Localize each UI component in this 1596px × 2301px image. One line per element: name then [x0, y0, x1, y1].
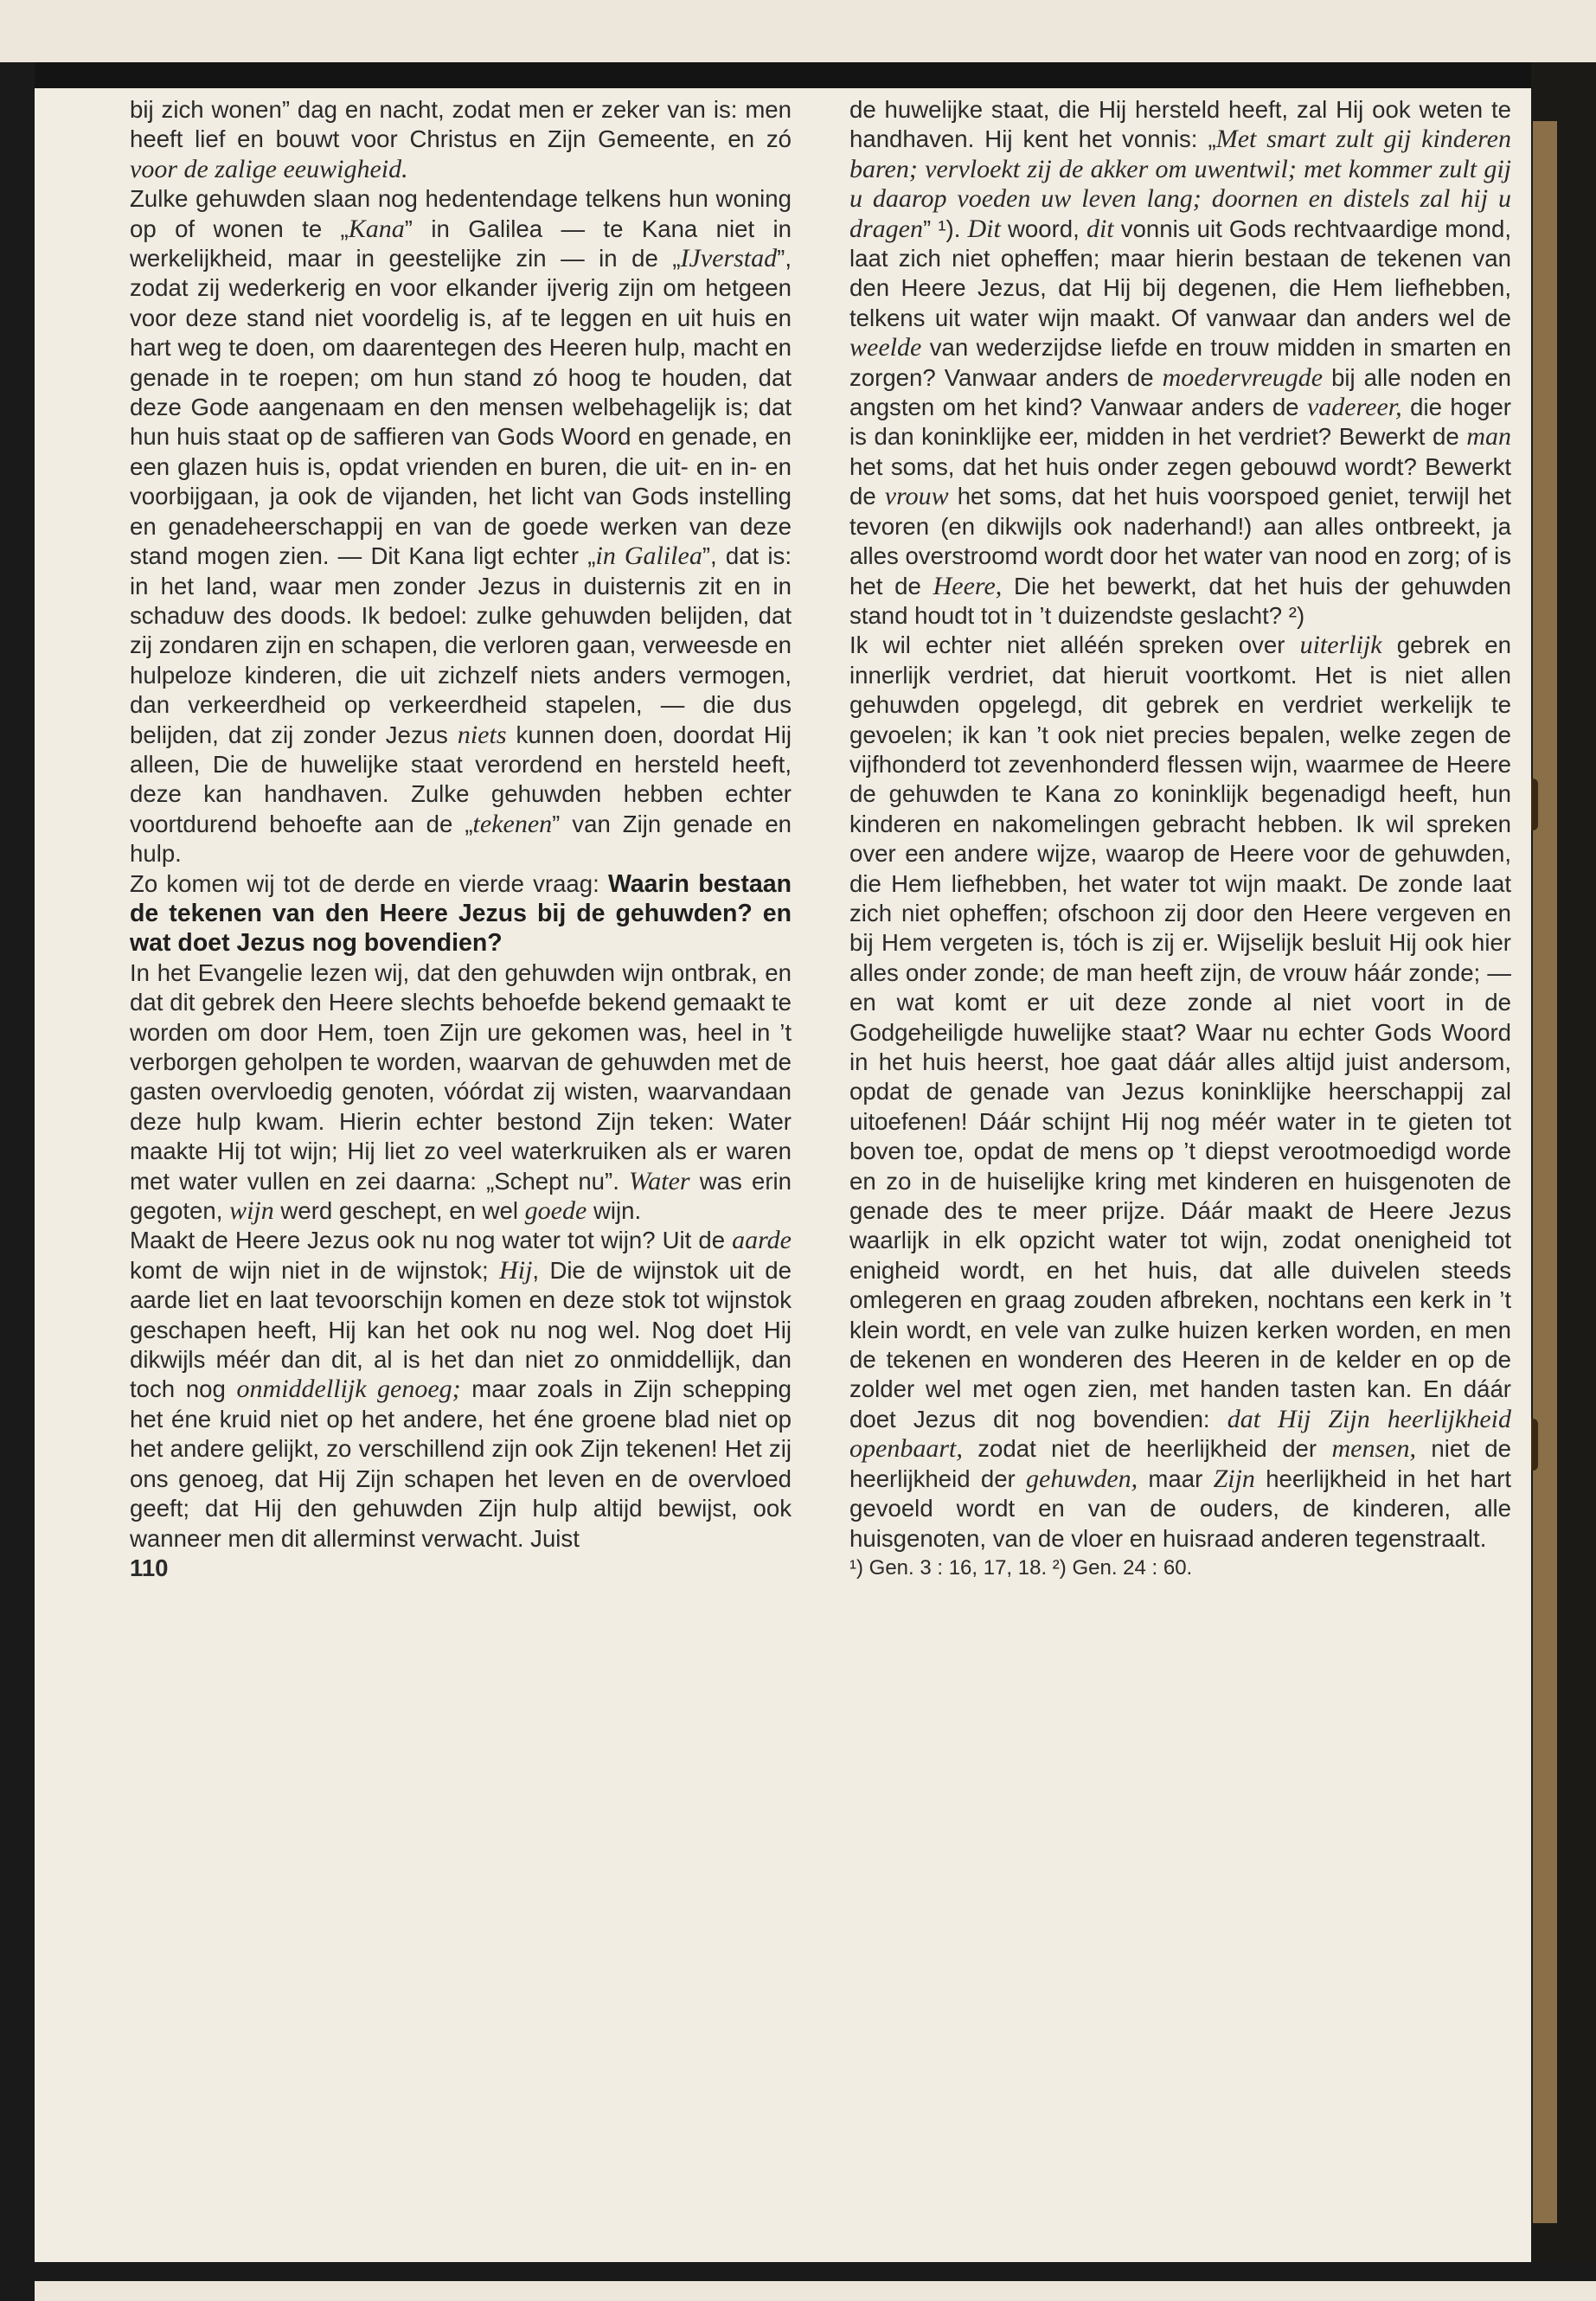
italic-text: weelde — [849, 333, 922, 362]
right-text-column — [849, 95, 1511, 1583]
italic-text: Water — [629, 1166, 690, 1195]
text-run: van wederzijdse liefde en trouw midden in smarten en zorgen? Vanwaar anders de — [849, 334, 1511, 391]
text-run: de huwelijke staat, die Hij hersteld heeft, zal Hij ook weten te handhaven. Hij kent het vonnis: „ — [849, 96, 1511, 153]
italic-text: tekenen — [472, 809, 553, 838]
text-run: In het Evangelie lezen wij, dat den gehuwden wijn ontbrak, en dat dit gebrek den Heere slechts behoefde bekend gemaakt te worden om door Hem, toen Zijn ure gekomen was, heel in ’t verborgen geholpen te worden, waarvan de gehuwden met de gasten overvloedig genoten, vóórdat zij wisten, waarvandaan deze hulp kwam. Hierin echter bestond Zijn teken: Water maakte Hij tot wijn; Hij liet zo veel waterkruiken als er waren met water vullen en zei daarna: „Schept nu”. — [130, 958, 792, 1195]
text-run: ”, dat is: in het land, waar men zonder Jezus in duisternis zit en in schaduw des doods. Ik bedoel: zulke gehuwden belijden, dat zij zondaren zijn en schapen, die verloren gaan, verweesde en hulpeloze kinderen, die uit zichzelf niets anders vermogen, dan verkeerdheid op verkeerdheid stapelen, — die dus belijden, dat zij zonder Jezus — [130, 542, 792, 748]
italic-text: IJverstad — [680, 244, 778, 273]
text-run: het soms, dat het huis voorspoed geniet, terwijl het tevoren (en dikwijls ook naderhand!) aan alles ontbreekt, ja alles overstroomd wordt door het water van nood en zorg; of is het de — [849, 483, 1511, 599]
italic-text: gehuwden, — [1026, 1464, 1138, 1493]
italic-text: mensen, — [1331, 1434, 1416, 1464]
italic-text: vrouw — [884, 482, 949, 511]
text-run: kunnen doen, doordat Hij alleen, Die de huwelijke staat verordend en hersteld heeft, deze kan handhaven. Zulke gehuwden hebben echter voortdurend behoefte aan de „ — [130, 721, 792, 837]
italic-text: dit — [1086, 214, 1114, 243]
text-run: maar zoals in Zijn schepping het éne kruid niet op het andere, het éne groene blad niet op het andere gelijkt, zo verschillend zijn ook Zijn tekenen! Het zij ons genoeg, dat Hij Zijn schapen het leven en de overvloed geeft; dat Hij den gehuwden Zijn hulp altijd bewijst, ook wanneer men dit allerminst verwacht. Juist — [130, 1375, 792, 1552]
italic-text: dat Hij Zijn heerlijkheid openbaart, — [849, 1404, 1511, 1464]
left-text-column — [130, 95, 792, 1583]
text-run: die hoger is dan koninklijke eer, midden in het verdriet? Bewerkt de — [849, 394, 1511, 451]
italic-text: moedervreugde — [1162, 362, 1324, 392]
page-number: 110 — [130, 1554, 169, 1581]
text-run: Zulke gehuwden slaan nog hedentendage telkens hun woning op of wonen te „ — [130, 185, 792, 242]
italic-text: voor de zalige eeuwigheid. — [130, 154, 408, 183]
text-run: zodat niet de heerlijkheid der — [962, 1435, 1332, 1463]
text-run: bij alle noden en angsten om het kind? Vanwaar anders de — [849, 363, 1512, 421]
paragraph — [849, 95, 1511, 631]
text-run: vonnis uit Gods rechtvaardige mond, laat zich niet opheffen; maar hierin bestaan de tekenen van den Heere Jezus, dat Hij bij degenen, die Hem liefhebben, telkens uit water wijn maakt. Of vanwaar dan anders wel de — [849, 215, 1512, 331]
paragraph — [130, 869, 792, 958]
italic-text: in Galilea — [595, 542, 702, 571]
italic-text: uiterlijk — [1299, 631, 1382, 660]
text-run: was erin gegoten, — [130, 1167, 792, 1225]
text-run: , Die de wijnstok uit de aarde liet en laat tevoorschijn komen en deze stok tot wijnstok geschapen heeft, Hij kan het ook nu nog wel. Nog doet Hij dikwijls méér dan dit, al is het dan niet zo onmiddellijk, dan toch nog — [130, 1256, 792, 1403]
italic-text: aarde — [732, 1226, 792, 1255]
text-run: heerlijkheid in het hart gevoeld wordt en van de ouders, de kinderen, alle huisgenoten, van de vloer en huisraad anderen tegenstraalt. — [849, 1465, 1511, 1552]
scan-top-border — [0, 62, 1596, 88]
text-run: ” van Zijn genade en hulp. — [130, 810, 792, 868]
scan-left-border — [0, 62, 35, 2301]
paragraph — [130, 184, 792, 868]
italic-text: Dit — [967, 214, 1001, 243]
book-spine-edge-inner — [1533, 121, 1557, 2223]
paragraph — [130, 1226, 792, 1553]
text-run: gebrek en innerlijk verdriet, dat hieruit voortkomt. Het is niet allen gehuwden opgelegd, dit gebrek en verdriet werkelijk te gevoelen; ik kan ’t ook niet precies bepalen, welke zegen de vijfhonderd tot zevenhonderd flessen wijn, waarmee de Heere de gehuwden te Kana zo koninklijk begenadigd heeft, hun kinderen en nakomelingen gebracht hebben. Ik wil spreken over een andere wijze, waarop de Heere voor de gehuwden, die Hem liefhebben, het water tot wijn maakt. De zonde laat zich niet opheffen; ofschoon zij door den Heere vergeven en bij Hem vergeten is, tóch is zij er. Wijselijk besluit Hij ook hier alles onder zonde; de man heeft zijn, de vrouw háár zonde; — en wat komt er uit deze zonde al niet voort in de Godgeheiligde huwelijke staat? Waar nu echter Gods Woord in het huis heerst, hoe gaat dáár alles altijd juist andersom, opdat de genade van Jezus koninklijke heerschappij zal uitoefenen! Dáár schijnt Hij nog méér water in te gieten tot boven toe, opdat de mens op ’t diepst verootmoedigd worde en zo in de huiselijke kring met kinderen en huisgenoten de genade des te meer prijze. Dáár maakt de Heere Jezus waarlijk in elk opzicht water tot wijn, zodat onenigheid tot enigheid wordt, en het huis, dat alle duivelen steeds omlegeren en graag zouden afbreken, nochtans een kerk in ’t klein wordt, en vele van zulke huizen kerken worden, en men de tekenen en wonderen des Heeren in de kelder en op de zolder wel met ogen zien, met handen tasten kan. En dáár doet Jezus dit nog bovendien: — [849, 631, 1511, 1433]
text-run: komt de wijn niet in de wijnstok; — [130, 1256, 500, 1284]
italic-text: Met smart zult gij kinderen baren; vervloekt zij de akker om uwentwil; met kommer zult gij u daarop voeden uw leven lang; doornen en distels zal hij u dragen — [849, 125, 1511, 243]
text-run: niet de heerlijkheid der — [849, 1435, 1512, 1492]
footnote: ¹) Gen. 3 : 16, 17, 18. ²) Gen. 24 : 60. — [849, 1555, 1193, 1580]
text-run: bij zich wonen” dag en nacht, zodat men er zeker van is: men heeft lief en bouwt voor Christus en Zijn Gemeente, en zó — [130, 96, 792, 153]
text-run: ”, zodat zij wederkerig en voor elkander ijverig zijn om hetgeen voor deze stand niet voordelig is, af te leggen en uit huis en hart weg te doen, om daarentegen des Heeren hulp, macht en genade in te roepen; om hun stand zó hoog te houden, dat deze Gode aangenaam en den mensen welbehagelijk is; dat hun huis staat op de saffieren van Gods Woord en genade, en een glazen huis is, opdat vrienden en buren, die uit- en in- en voorbijgaan, ja ook de vijanden, het licht van Gods instelling en genadeheerschappij en van de goede werken van deze stand mogen zien. — Dit Kana ligt echter „ — [130, 245, 792, 570]
text-run: maar — [1138, 1465, 1214, 1492]
text-run: ” ¹). — [923, 215, 968, 242]
text-run: het soms, dat het huis onder zegen gebouwd wordt? Bewerkt de — [849, 452, 1511, 510]
text-run: Ik wil echter niet alléén spreken over — [849, 631, 1300, 659]
italic-text: Zijn — [1213, 1464, 1255, 1493]
italic-text: goede — [524, 1196, 587, 1226]
italic-text: man — [1466, 422, 1511, 452]
italic-text: onmiddellijk genoeg; — [236, 1375, 461, 1404]
italic-text: Hij — [499, 1255, 533, 1285]
text-run: wijn. — [586, 1197, 642, 1225]
italic-text: Heere, — [933, 571, 1003, 600]
text-run: werd geschept, en wel — [273, 1197, 525, 1225]
right-paragraphs — [849, 95, 1511, 1554]
paragraph — [849, 631, 1511, 1554]
italic-text: Kana — [348, 214, 405, 243]
text-run: ” in Galilea — te Kana niet in werkelijkheid, maar in geestelijke zin — in de „ — [130, 215, 792, 272]
text-run: woord, — [1000, 215, 1086, 242]
italic-text: niets — [457, 720, 507, 749]
text-run: Zo komen wij tot de derde en vierde vraag: — [130, 869, 608, 897]
text-run: Maakt de Heere Jezus ook nu nog water tot wijn? Uit de — [130, 1227, 733, 1254]
italic-text: wijn — [229, 1196, 274, 1226]
paragraph — [130, 958, 792, 1227]
italic-text: vadereer, — [1306, 393, 1402, 422]
text-run: Die het bewerkt, dat het huis der gehuwden stand houdt tot in ’t duizendste geslacht? ²) — [849, 572, 1512, 629]
bold-heading-text: Waarin bestaan de tekenen van den Heere Jezus bij de gehuwden? en wat doet Jezus nog bovendien? — [130, 869, 792, 958]
paragraph — [130, 95, 792, 184]
left-paragraphs — [130, 95, 792, 1554]
scan-bottom-border — [35, 2262, 1596, 2281]
